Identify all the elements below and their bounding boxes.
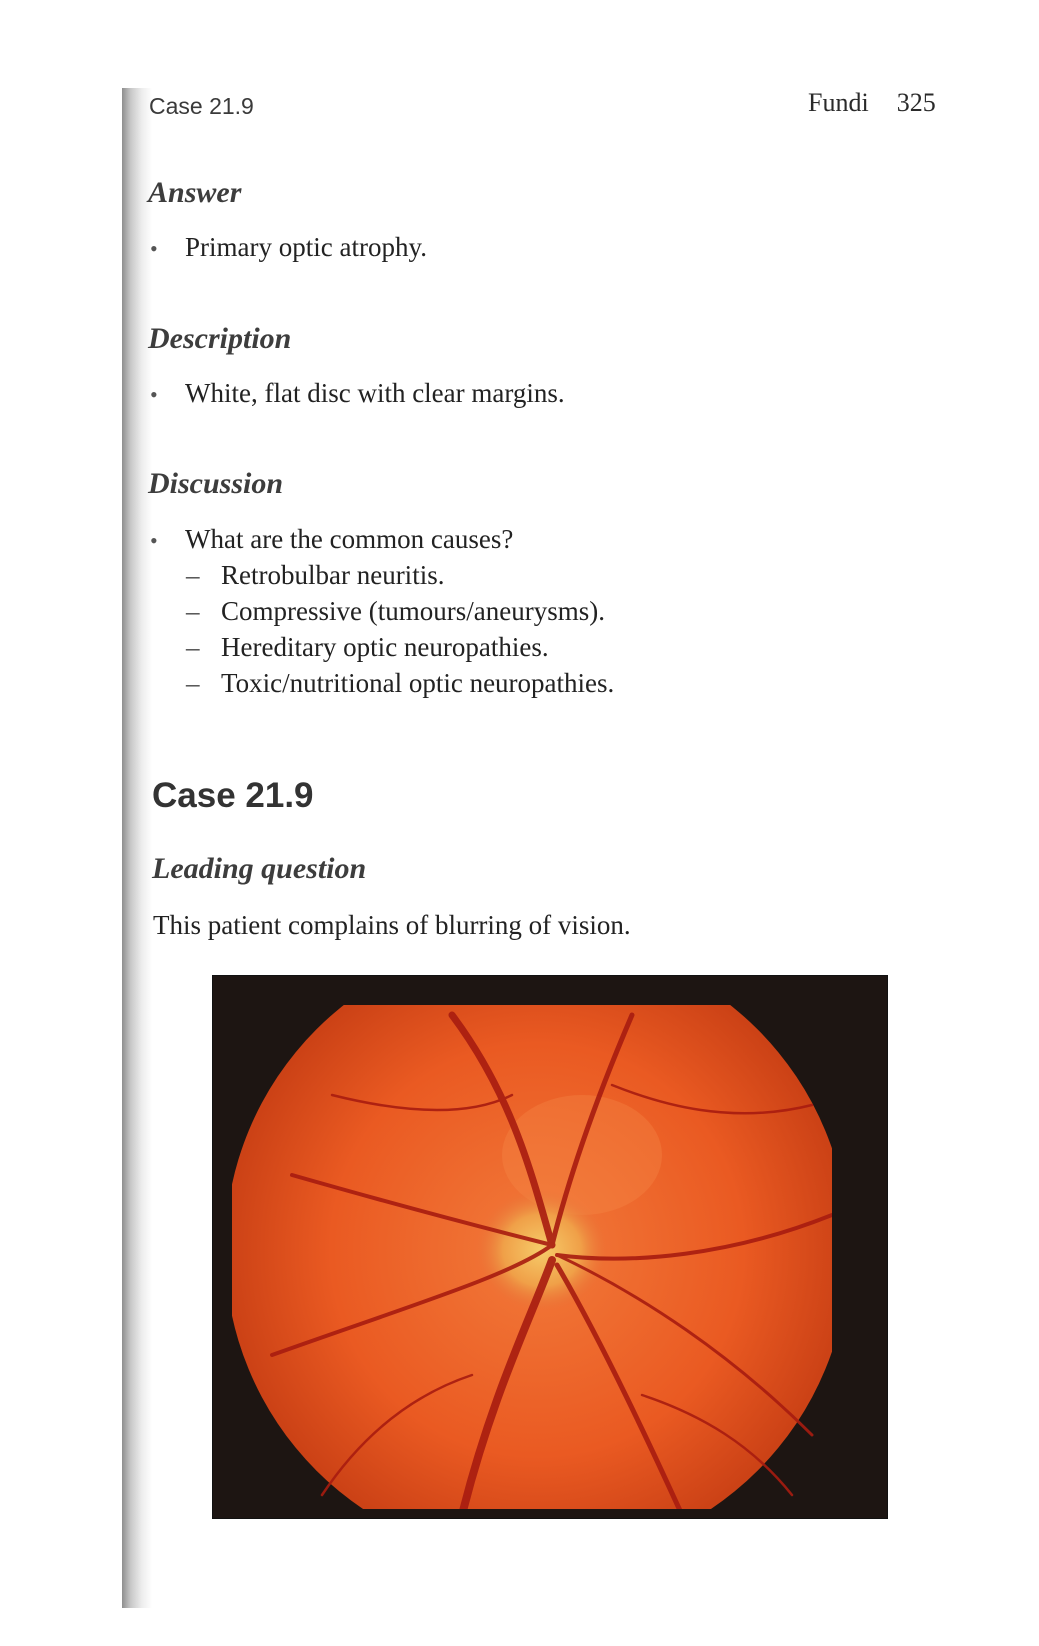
discussion-heading: Discussion [148, 467, 284, 500]
cause-item [186, 596, 605, 627]
description-item [150, 378, 565, 409]
case-title: Case 21.9 [152, 776, 314, 815]
discussion-question [150, 524, 513, 555]
cause-text: Toxic/nutritional optic neuropathies. [221, 668, 615, 698]
cause-item [186, 632, 549, 663]
running-head-section: Fundi [808, 88, 869, 117]
fundus-image [212, 975, 888, 1519]
dash-icon: – [186, 560, 200, 590]
description-item-text: White, flat disc with clear margins. [185, 378, 565, 408]
page-number: 325 [896, 88, 936, 117]
leading-question-text: This patient complains of blurring of vision. [153, 910, 631, 940]
leading-question-heading: Leading question [152, 852, 367, 885]
bullet-icon: • [150, 382, 158, 407]
running-head-case: Case 21.9 [149, 93, 254, 119]
dash-icon: – [186, 596, 200, 626]
dash-icon: – [186, 668, 200, 698]
cause-item [186, 560, 444, 591]
fundus-photograph [212, 975, 888, 1519]
answer-item [150, 232, 427, 263]
cause-text: Hereditary optic neuropathies. [221, 632, 549, 662]
bullet-icon: • [150, 236, 158, 261]
cause-text: Retrobulbar neuritis. [221, 560, 445, 590]
answer-item-text: Primary optic atrophy. [185, 232, 427, 262]
page-gutter-shadow [122, 88, 152, 1608]
dash-icon: – [186, 632, 200, 662]
running-head [808, 88, 936, 118]
description-heading: Description [148, 322, 292, 355]
discussion-question-text: What are the common causes? [185, 524, 514, 554]
answer-heading: Answer [148, 176, 242, 209]
bullet-icon: • [150, 528, 158, 553]
cause-item [186, 668, 614, 699]
cause-text: Compressive (tumours/aneurysms). [221, 596, 605, 626]
